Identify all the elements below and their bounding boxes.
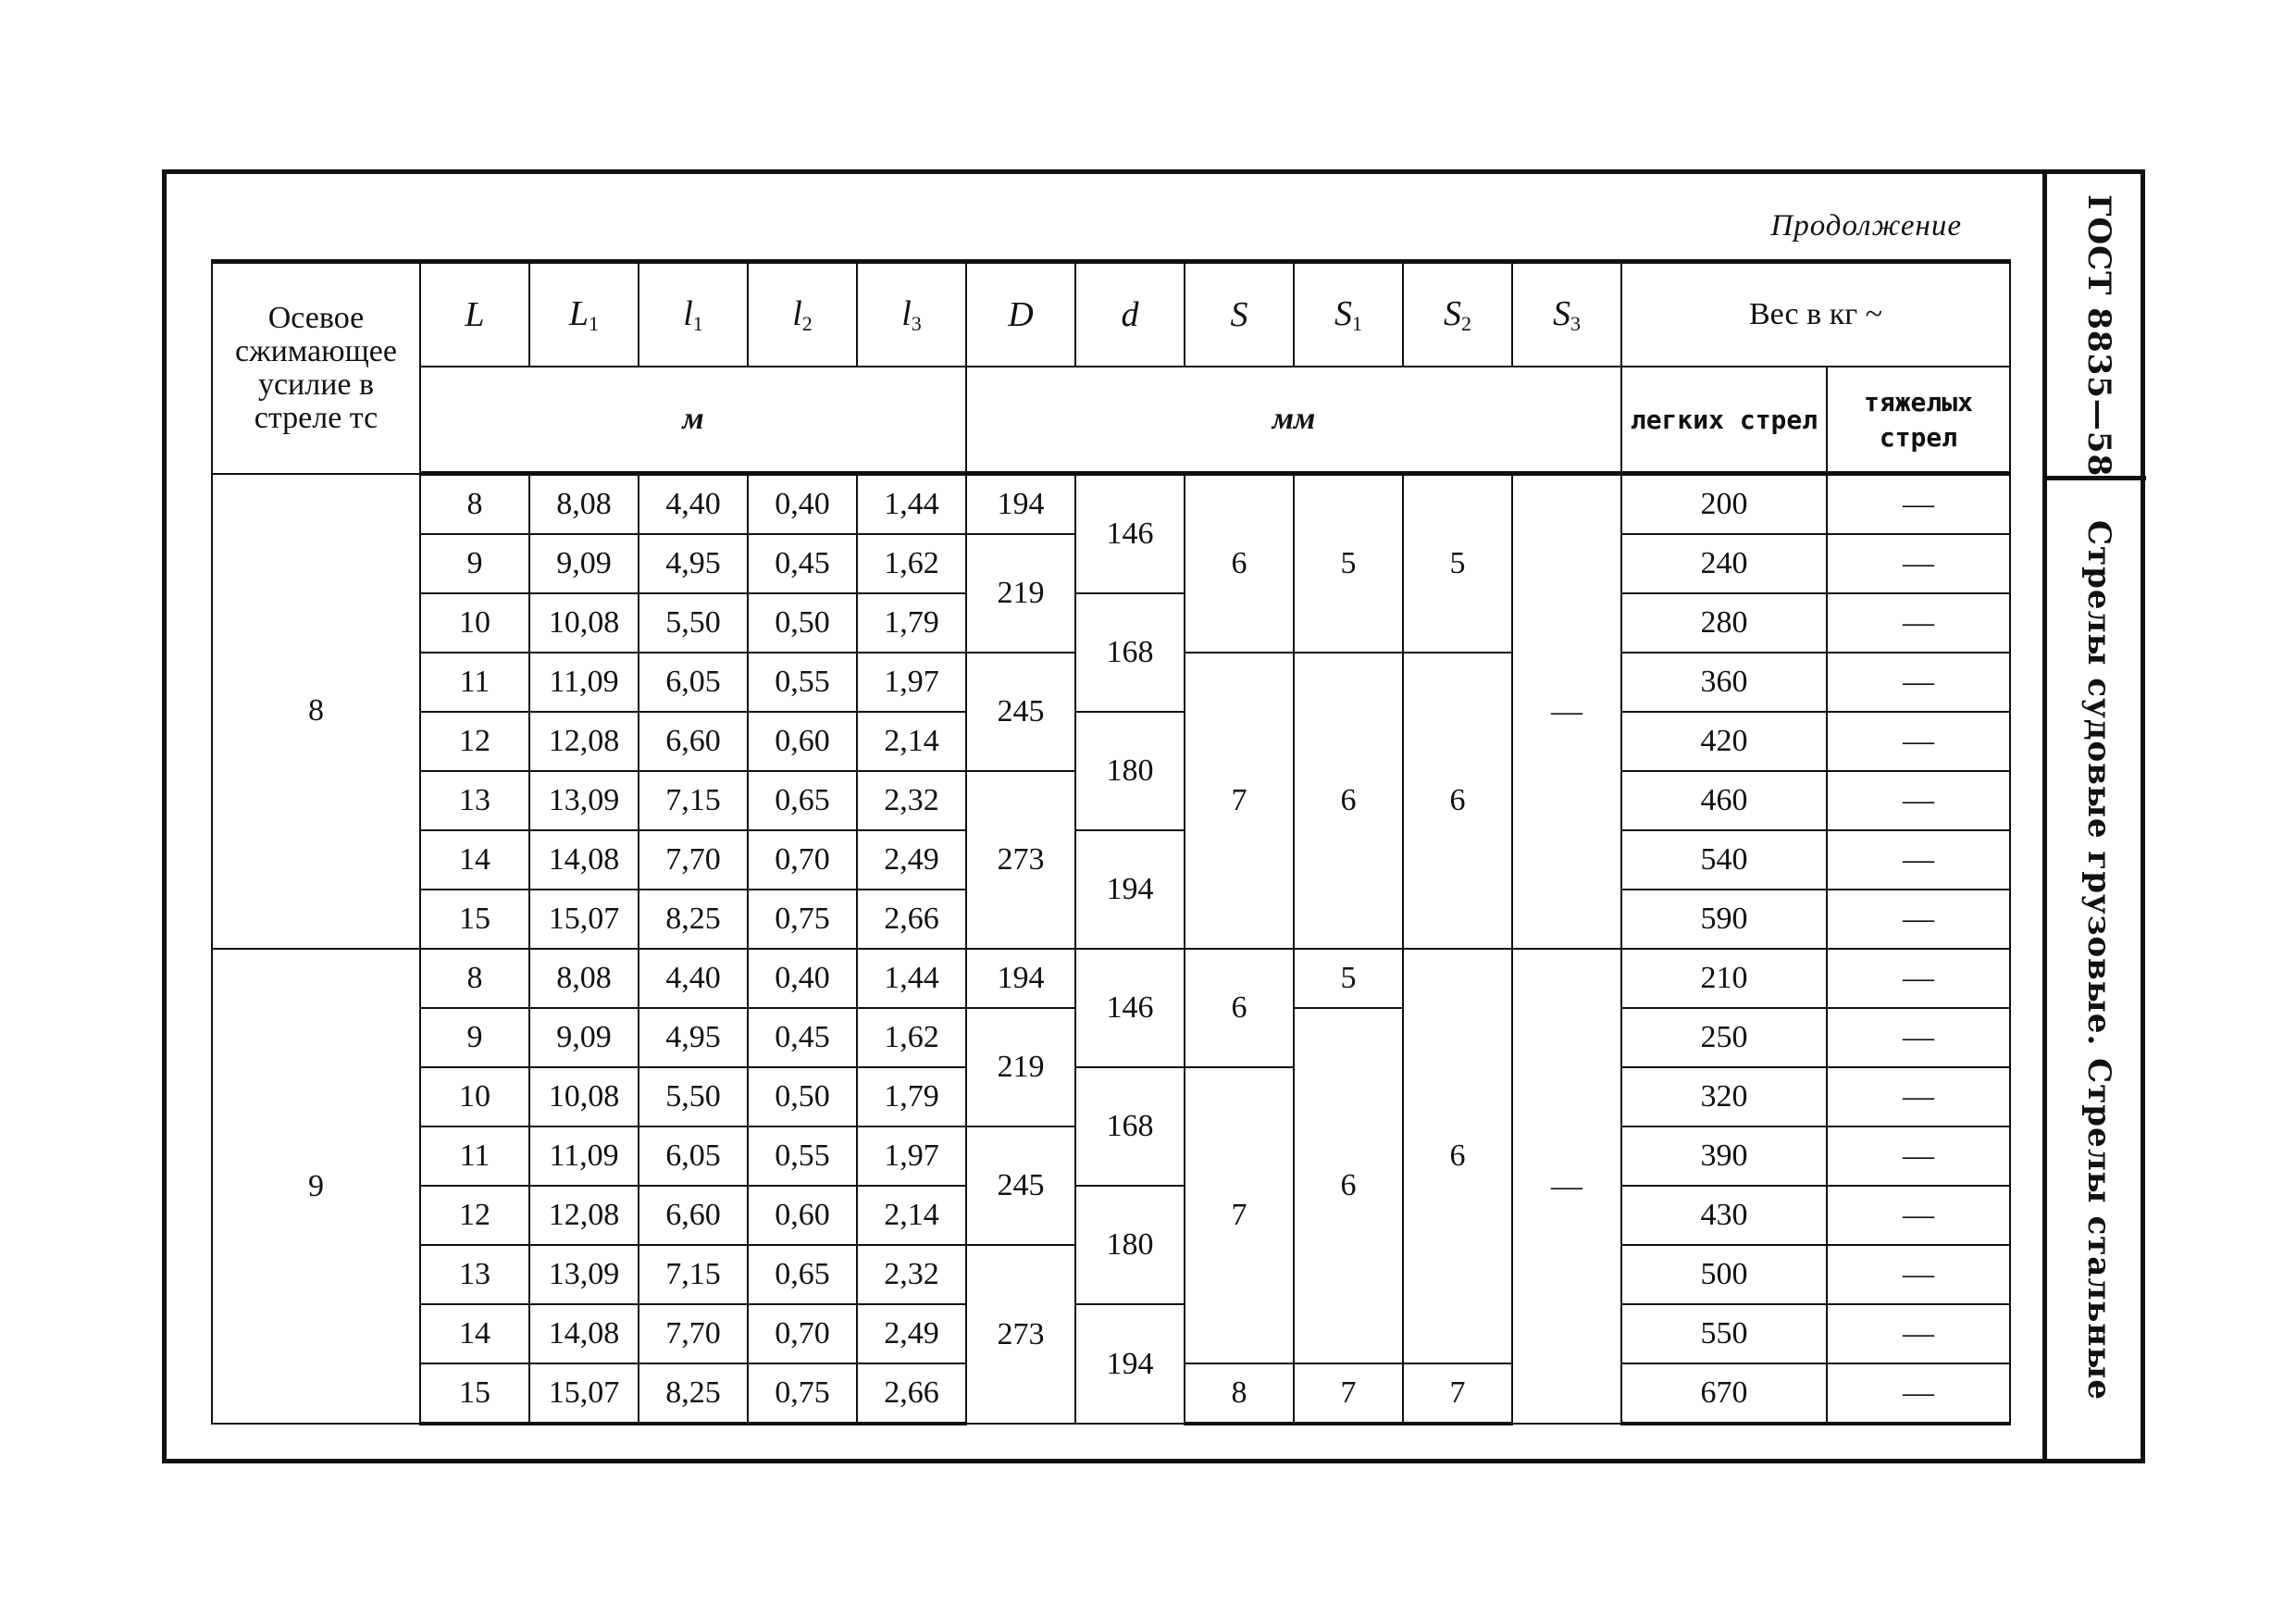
cell-l1: 4,95 [639, 1008, 748, 1067]
cell-l3: 2,14 [857, 1186, 966, 1245]
cell-L: 14 [420, 1304, 529, 1363]
cell-weight-light: 500 [1621, 1245, 1827, 1304]
cell-l3: 2,49 [857, 1304, 966, 1363]
header-S [1185, 262, 1294, 367]
cell-weight-light: 420 [1621, 712, 1827, 771]
cell-l3: 2,66 [857, 890, 966, 949]
cell-L: 8 [420, 474, 529, 535]
header-S1 [1294, 262, 1403, 367]
table-row [212, 949, 2010, 1008]
cell-L1: 14,08 [529, 1304, 639, 1363]
cell-weight-heavy: — [1827, 1304, 2010, 1363]
cell-S: 8 [1185, 1363, 1294, 1424]
cell-l2: 0,75 [748, 1363, 857, 1424]
cell-l3: 1,97 [857, 1126, 966, 1186]
table-body [212, 474, 2010, 1425]
cell-l3: 1,44 [857, 474, 966, 535]
cell-d: 194 [1075, 1304, 1185, 1424]
header-light-text: легких стрел [1630, 404, 1818, 435]
header-S2 [1403, 262, 1512, 367]
header-unit-mm [966, 367, 1621, 474]
cell-l3: 1,44 [857, 949, 966, 1008]
table-row [212, 1186, 2010, 1245]
header-L [420, 262, 529, 367]
cell-weight-light: 670 [1621, 1363, 1827, 1424]
header-D-text: D [1008, 295, 1034, 334]
cell-l2: 0,70 [748, 830, 857, 890]
header-l2 [748, 262, 857, 367]
header-S3-sub: 3 [1570, 312, 1581, 335]
cell-l1: 4,95 [639, 534, 748, 593]
cell-L1: 9,09 [529, 1008, 639, 1067]
cell-weight-light: 550 [1621, 1304, 1827, 1363]
table-row [212, 712, 2010, 771]
cell-d: 180 [1075, 1186, 1185, 1304]
document-title-box [2047, 520, 2151, 1401]
cell-l2: 0,45 [748, 1008, 857, 1067]
header-L1-text: L [568, 294, 590, 333]
cell-l1: 4,40 [639, 949, 748, 1008]
cell-S2: 7 [1403, 1363, 1512, 1424]
cell-S2: 6 [1403, 949, 1512, 1363]
table-row [212, 474, 2010, 535]
header-unit-mm-text: мм [1272, 402, 1316, 436]
cell-weight-heavy: — [1827, 830, 2010, 890]
cell-l2: 0,50 [748, 1067, 857, 1126]
cell-l2: 0,55 [748, 653, 857, 712]
cell-l2: 0,60 [748, 1186, 857, 1245]
header-d [1075, 262, 1185, 367]
header-L1 [529, 262, 639, 367]
cell-L1: 11,09 [529, 1126, 639, 1186]
cell-d: 180 [1075, 712, 1185, 830]
standard-number-box [2047, 194, 2151, 478]
cell-D: 245 [966, 1126, 1075, 1245]
cell-weight-light: 210 [1621, 949, 1827, 1008]
cell-l3: 2,14 [857, 712, 966, 771]
header-unit-m [420, 367, 966, 474]
header-S1-sub: 1 [1352, 312, 1362, 335]
continuation-label: Продолжение [1770, 209, 1962, 243]
header-l2-sub: 2 [801, 312, 813, 335]
header-l3 [857, 262, 966, 367]
cell-weight-light: 430 [1621, 1186, 1827, 1245]
cell-L1: 12,08 [529, 712, 639, 771]
cell-S: 7 [1185, 653, 1294, 949]
cell-D: 245 [966, 653, 1075, 771]
cell-D: 273 [966, 1245, 1075, 1424]
cell-l3: 1,62 [857, 534, 966, 593]
header-axial-force [212, 262, 420, 474]
cell-D: 194 [966, 949, 1075, 1008]
cell-l2: 0,45 [748, 534, 857, 593]
cell-L1: 13,09 [529, 1245, 639, 1304]
cell-l1: 7,70 [639, 830, 748, 890]
cell-S1: 6 [1294, 653, 1403, 949]
header-L-text: L [465, 295, 485, 334]
cell-L: 12 [420, 1186, 529, 1245]
cell-weight-light: 590 [1621, 890, 1827, 949]
cell-weight-light: 390 [1621, 1126, 1827, 1186]
cell-S2: 5 [1403, 474, 1512, 653]
force-cell: 8 [212, 474, 420, 950]
cell-l2: 0,75 [748, 890, 857, 949]
cell-l1: 5,50 [639, 593, 748, 653]
cell-d: 194 [1075, 830, 1185, 949]
cell-weight-light: 460 [1621, 771, 1827, 830]
cell-l1: 5,50 [639, 1067, 748, 1126]
cell-L: 12 [420, 712, 529, 771]
cell-L: 13 [420, 1245, 529, 1304]
cell-weight-heavy: — [1827, 534, 2010, 593]
cell-l2: 0,65 [748, 1245, 857, 1304]
cell-L1: 9,09 [529, 534, 639, 593]
header-l3-sub: 3 [911, 312, 922, 335]
header-heavy [1827, 367, 2010, 474]
cell-l1: 6,05 [639, 653, 748, 712]
cell-l1: 8,25 [639, 1363, 748, 1424]
cell-S3: — [1512, 949, 1621, 1424]
header-heavy-text: тяжелых стрел [1863, 387, 1973, 453]
cell-L: 11 [420, 653, 529, 712]
header-d-text: d [1121, 295, 1139, 334]
header-l1-text: l [683, 294, 693, 333]
cell-l2: 0,65 [748, 771, 857, 830]
cell-weight-light: 320 [1621, 1067, 1827, 1126]
header-l1-sub: 1 [692, 312, 703, 335]
table-row [212, 1304, 2010, 1363]
header-S2-text: S [1444, 294, 1461, 333]
header-weight-text: Вес в кг ~ [1748, 297, 1883, 331]
cell-l3: 2,66 [857, 1363, 966, 1424]
cell-l2: 0,60 [748, 712, 857, 771]
cell-D: 219 [966, 534, 1075, 653]
cell-L: 9 [420, 1008, 529, 1067]
cell-L1: 8,08 [529, 949, 639, 1008]
specification-table [211, 259, 2011, 1425]
header-S3-text: S [1553, 294, 1570, 333]
cell-d: 146 [1075, 949, 1185, 1067]
header-S1-text: S [1334, 294, 1352, 333]
cell-l3: 2,49 [857, 830, 966, 890]
cell-l1: 6,60 [639, 712, 748, 771]
header-l2-text: l [792, 294, 802, 333]
cell-l1: 6,05 [639, 1126, 748, 1186]
cell-L1: 15,07 [529, 1363, 639, 1424]
cell-D: 273 [966, 771, 1075, 949]
cell-L1: 8,08 [529, 474, 639, 535]
cell-weight-heavy: — [1827, 593, 2010, 653]
header-D [966, 262, 1075, 367]
cell-weight-heavy: — [1827, 771, 2010, 830]
cell-weight-heavy: — [1827, 949, 2010, 1008]
cell-d: 168 [1075, 593, 1185, 712]
cell-L1: 13,09 [529, 771, 639, 830]
header-l1 [639, 262, 748, 367]
cell-L: 11 [420, 1126, 529, 1186]
cell-weight-heavy: — [1827, 653, 2010, 712]
side-divider [2047, 476, 2146, 480]
cell-d: 146 [1075, 474, 1185, 594]
cell-L: 15 [420, 890, 529, 949]
cell-L1: 15,07 [529, 890, 639, 949]
cell-L1: 11,09 [529, 653, 639, 712]
standard-number: ГОСТ 8835—58 [2080, 194, 2117, 478]
header-l3-text: l [901, 294, 912, 333]
cell-L1: 10,08 [529, 1067, 639, 1126]
cell-weight-light: 250 [1621, 1008, 1827, 1067]
cell-l3: 1,62 [857, 1008, 966, 1067]
cell-l2: 0,40 [748, 474, 857, 535]
cell-S1: 5 [1294, 474, 1403, 653]
cell-l3: 2,32 [857, 1245, 966, 1304]
cell-weight-heavy: — [1827, 474, 2010, 535]
cell-L: 13 [420, 771, 529, 830]
cell-l3: 2,32 [857, 771, 966, 830]
cell-L: 15 [420, 1363, 529, 1424]
header-axial-force-text: Осевое сжимающее усилие в стреле тс [235, 300, 397, 435]
header-S3 [1512, 262, 1621, 367]
header-weight [1621, 262, 2010, 367]
cell-D: 194 [966, 474, 1075, 535]
cell-weight-heavy: — [1827, 890, 2010, 949]
table-row [212, 1067, 2010, 1126]
cell-weight-heavy: — [1827, 1126, 2010, 1186]
table-row [212, 593, 2010, 653]
cell-l1: 4,40 [639, 474, 748, 535]
cell-L: 9 [420, 534, 529, 593]
cell-weight-light: 200 [1621, 474, 1827, 535]
cell-L1: 14,08 [529, 830, 639, 890]
cell-l2: 0,50 [748, 593, 857, 653]
force-cell: 9 [212, 949, 420, 1424]
header-unit-m-text: м [682, 402, 704, 436]
cell-l3: 1,97 [857, 653, 966, 712]
cell-weight-heavy: — [1827, 712, 2010, 771]
cell-S2: 6 [1403, 653, 1512, 949]
cell-weight-light: 360 [1621, 653, 1827, 712]
cell-l3: 1,79 [857, 1067, 966, 1126]
cell-l2: 0,55 [748, 1126, 857, 1186]
cell-l2: 0,70 [748, 1304, 857, 1363]
cell-l1: 7,15 [639, 771, 748, 830]
cell-l2: 0,40 [748, 949, 857, 1008]
side-header [2042, 174, 2146, 1459]
cell-weight-light: 240 [1621, 534, 1827, 593]
cell-l3: 1,79 [857, 593, 966, 653]
cell-S1: 6 [1294, 1008, 1403, 1363]
cell-S1: 5 [1294, 949, 1403, 1008]
cell-L: 10 [420, 1067, 529, 1126]
cell-l1: 6,60 [639, 1186, 748, 1245]
cell-D: 219 [966, 1008, 1075, 1126]
cell-S3: — [1512, 474, 1621, 950]
cell-weight-light: 280 [1621, 593, 1827, 653]
cell-weight-heavy: — [1827, 1067, 2010, 1126]
cell-l1: 7,15 [639, 1245, 748, 1304]
cell-L: 10 [420, 593, 529, 653]
cell-weight-heavy: — [1827, 1245, 2010, 1304]
cell-L: 14 [420, 830, 529, 890]
cell-weight-light: 540 [1621, 830, 1827, 890]
cell-S: 7 [1185, 1067, 1294, 1363]
header-L1-sub: 1 [589, 312, 600, 335]
cell-d: 168 [1075, 1067, 1185, 1186]
cell-l1: 7,70 [639, 1304, 748, 1363]
cell-S: 6 [1185, 474, 1294, 653]
cell-weight-heavy: — [1827, 1186, 2010, 1245]
cell-S1: 7 [1294, 1363, 1403, 1424]
header-light [1621, 367, 1827, 474]
document-title: Стрелы судовые грузовые. Стрелы стальные [2080, 520, 2117, 1401]
cell-S: 6 [1185, 949, 1294, 1067]
header-S-text: S [1230, 295, 1248, 334]
cell-L: 8 [420, 949, 529, 1008]
cell-L1: 10,08 [529, 593, 639, 653]
cell-L1: 12,08 [529, 1186, 639, 1245]
cell-weight-heavy: — [1827, 1363, 2010, 1424]
cell-l1: 8,25 [639, 890, 748, 949]
table-row [212, 830, 2010, 890]
header-S2-sub: 2 [1461, 312, 1471, 335]
cell-weight-heavy: — [1827, 1008, 2010, 1067]
